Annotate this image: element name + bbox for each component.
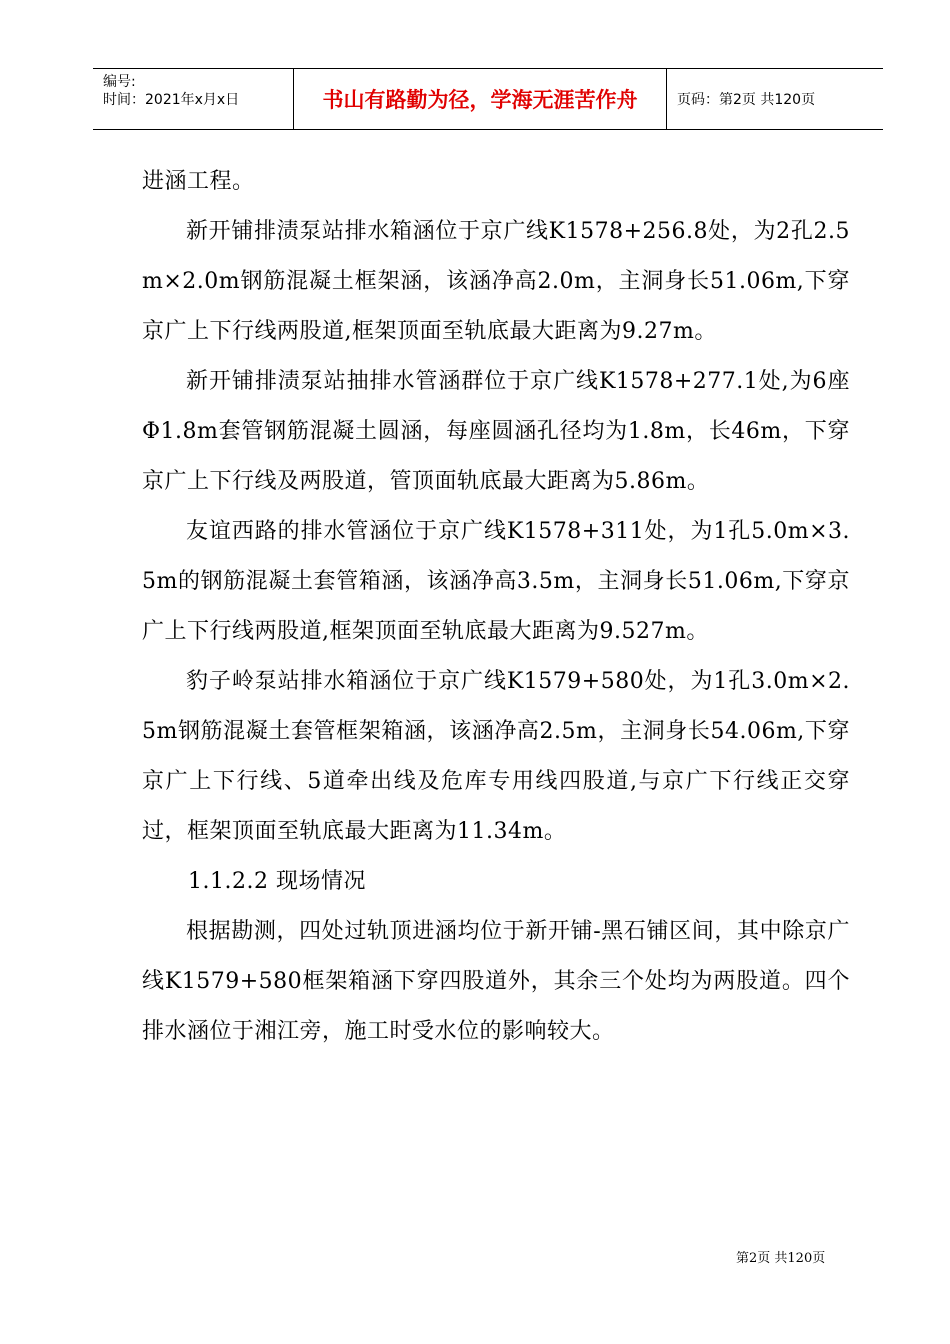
header-meta-cell <box>93 69 294 129</box>
header-motto-cell <box>294 69 667 129</box>
page-header <box>93 68 883 130</box>
paragraph-box-culvert-256: 新开铺排渍泵站排水箱涵位于京广线K1578+256.8处，为2孔2.5m×2.0m钢筋混凝土框架涵，该涵净高2.0m，主洞身长51.06m,下穿京广上下行线两股道,框架顶面至轨底最大距离为9.27m。 <box>142 219 850 344</box>
header-page-number: 页码：第2页 共120页 <box>677 92 816 108</box>
section-heading: 1.1.2.2 现场情况 <box>188 869 366 894</box>
paragraph-box-culvert-1579: 豹子岭泵站排水箱涵位于京广线K1579+580处，为1孔3.0m×2.5m钢筋混凝土套管框架箱涵，该涵净高2.5m，主洞身长54.06m,下穿京广上下行线、5道牵出线及危库专用线四股道,与京广下行线正交穿过，框架顶面至轨底最大距离为11.34m。 <box>142 669 850 844</box>
header-page-cell <box>667 69 883 129</box>
document-time-label: 时间：2021年x月x日 <box>103 92 240 108</box>
paragraph-site-conditions: 根据勘测，四处过轨顶进涵均位于新开铺-黑石铺区间，其中除京广线K1579+580框架箱涵下穿四股道外，其余三个处均为两股道。四个排水涵位于湘江旁，施工时受水位的影响较大。 <box>142 919 850 1044</box>
paragraph-continuation: 进涵工程。 <box>142 169 255 194</box>
document-body <box>142 157 850 1057</box>
page-footer: 第2页 共120页 <box>736 1251 826 1266</box>
paragraph-pipe-culvert-277: 新开铺排渍泵站抽排水管涵群位于京广线K1578+277.1处,为6座Φ1.8m套管钢筋混凝土圆涵，每座圆涵孔径均为1.8m，长46m，下穿京广上下行线及两股道，管顶面轨底最大距离为5.86m。 <box>142 369 850 494</box>
header-motto: 书山有路勤为径，学海无涯苦作舟 <box>322 88 638 112</box>
paragraph-pipe-culvert-311: 友谊西路的排水管涵位于京广线K1578+311处，为1孔5.0m×3.5m的钢筋混凝土套管箱涵，该涵净高3.5m，主洞身长51.06m,下穿京广上下行线两股道,框架顶面至轨底最大距离为9.527m。 <box>142 519 850 644</box>
document-code-label: 编号: <box>103 74 136 90</box>
